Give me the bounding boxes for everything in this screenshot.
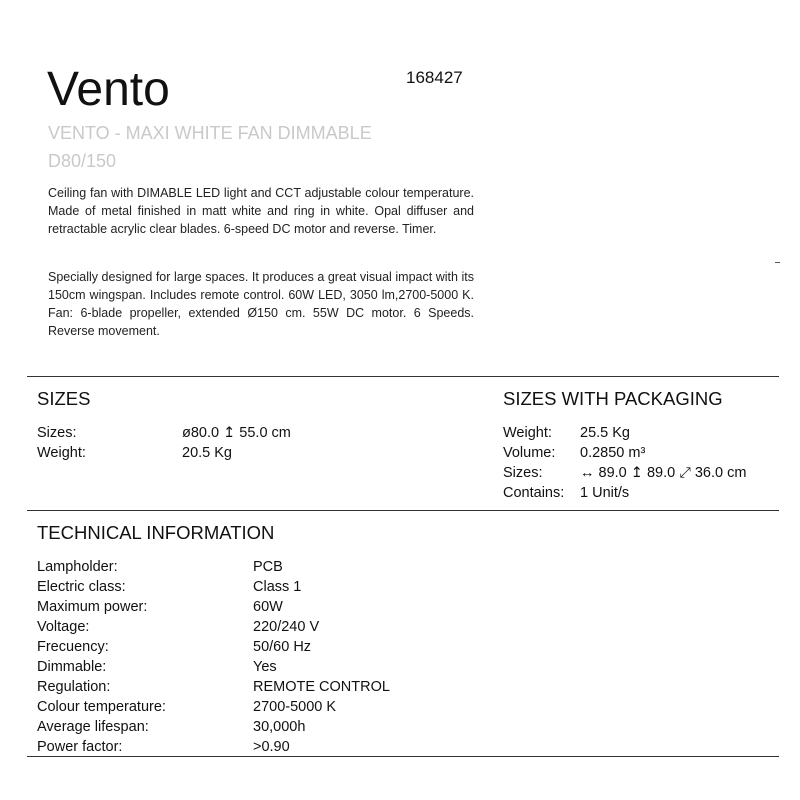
tech-row	[37, 637, 557, 657]
packaging-row	[503, 443, 783, 463]
packaging-row	[503, 483, 783, 503]
tech-value: 2700-5000 K	[253, 699, 337, 715]
packaging-label: Volume:	[503, 445, 556, 461]
tech-value: >0.90	[253, 739, 290, 755]
product-title: Vento	[47, 63, 170, 116]
packaging-label: Contains:	[503, 485, 565, 501]
tech-value: 50/60 Hz	[253, 639, 312, 655]
tech-row	[37, 697, 557, 717]
tech-row	[37, 557, 557, 577]
weight-value: 20.5 Kg	[182, 445, 232, 461]
sizes-table	[37, 423, 457, 463]
packaging-row	[503, 463, 783, 483]
packaging-value: ↔ 89.0 ↥ 89.0 ⤢ 36.0 cm	[580, 465, 747, 481]
tech-label: Colour temperature:	[37, 699, 166, 715]
tech-value: PCB	[253, 559, 283, 575]
packaging-value: 0.2850 m³	[580, 445, 646, 461]
description-paragraph: Specially designed for large spaces. It produces a great visual impact with its 150cm wingspan. Includes remote control. 60W LED, 3050 lm,2700-5000 K. Fan: 6-blade propeller, extended Ø150 cm. 55W DC motor. 6 Speeds. Reverse movement.	[48, 270, 474, 338]
packaging-value: 1 Unit/s	[580, 485, 630, 501]
weight-row	[37, 443, 457, 463]
tech-value: 30,000h	[253, 719, 306, 735]
packaging-label: Weight:	[503, 425, 552, 441]
tech-row	[37, 577, 557, 597]
tech-row	[37, 617, 557, 637]
tech-label: Maximum power:	[37, 599, 148, 615]
weight-label: Weight:	[37, 445, 86, 461]
packaging-row	[503, 423, 783, 443]
product-subtitle: VENTO - MAXI WHITE FAN DIMMABLE D80/150	[48, 123, 372, 171]
packaging-table	[503, 423, 783, 503]
technical-heading: TECHNICAL INFORMATION	[37, 522, 275, 543]
tech-label: Dimmable:	[37, 659, 107, 675]
tech-row	[37, 737, 557, 757]
tech-value: REMOTE CONTROL	[253, 679, 390, 695]
tech-label: Lampholder:	[37, 559, 118, 575]
tech-label: Average lifespan:	[37, 719, 149, 735]
tech-label: Regulation:	[37, 679, 111, 695]
section-divider	[27, 376, 779, 377]
sizes-heading: SIZES	[37, 388, 91, 409]
section-divider	[27, 756, 779, 757]
tech-row	[37, 677, 557, 697]
section-divider	[27, 510, 779, 511]
margin-mark	[775, 262, 780, 263]
sizes-value: ø80.0 ↥ 55.0 cm	[182, 425, 291, 441]
tech-label: Power factor:	[37, 739, 123, 755]
packaging-heading: SIZES WITH PACKAGING	[503, 388, 723, 409]
tech-label: Voltage:	[37, 619, 90, 635]
tech-value: 220/240 V	[253, 619, 320, 635]
description-paragraph: Ceiling fan with DIMABLE LED light and CCT adjustable colour temperature. Made of metal finished in matt white and ring in white. Opal diffuser and retractable acrylic clear blades. 6-speed DC motor and reverse. Timer.	[48, 186, 474, 236]
sizes-label: Sizes:	[37, 425, 77, 441]
tech-label: Frecuency:	[37, 639, 109, 655]
tech-value: Yes	[253, 659, 277, 675]
tech-value: Class 1	[253, 579, 302, 595]
tech-row	[37, 717, 557, 737]
tech-row	[37, 657, 557, 677]
packaging-value: 25.5 Kg	[580, 425, 630, 441]
product-code: 168427	[406, 68, 463, 87]
tech-value: 60W	[253, 599, 283, 615]
tech-label: Electric class:	[37, 579, 126, 595]
tech-row	[37, 597, 557, 617]
technical-table	[37, 557, 557, 757]
sizes-row	[37, 423, 457, 443]
packaging-label: Sizes:	[503, 465, 543, 481]
